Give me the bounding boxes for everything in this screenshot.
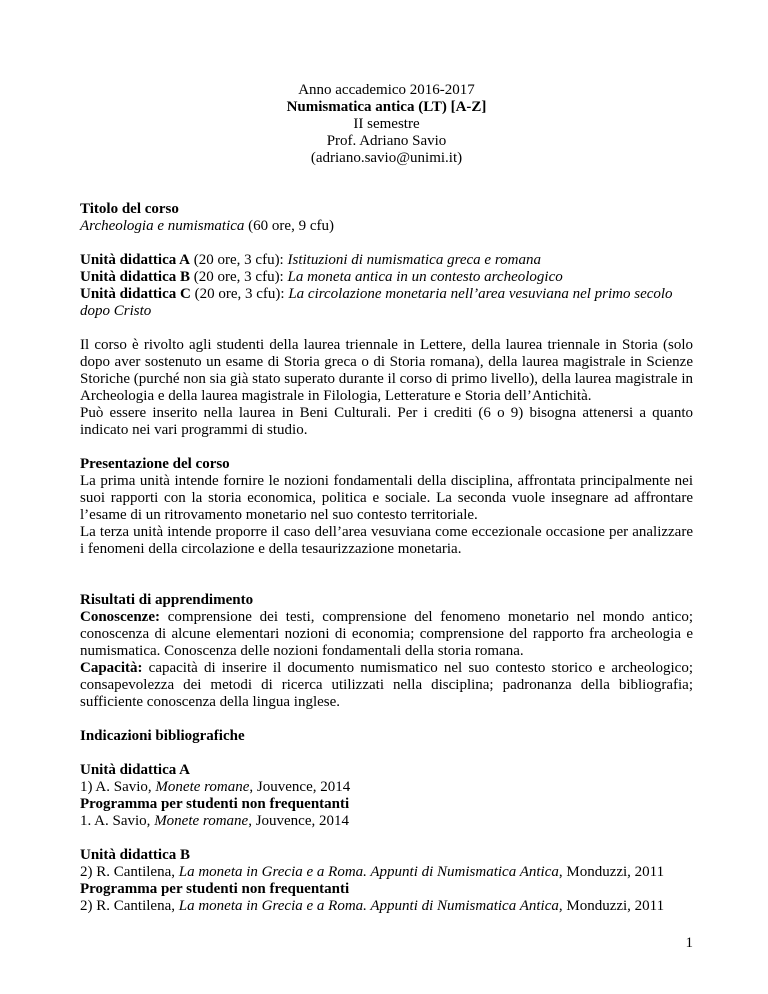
unit-line: Unità didattica B (20 ore, 3 cfu): La moneta antica in un contesto archeologico [80,269,563,285]
course-title-section [80,201,693,235]
bibliography-entry: 2) R. Cantilena, La moneta in Grecia e a Roma. Appunti di Numismatica Antica, Monduzzi, 2011 [80,898,665,914]
non-attending-heading: Programma per studenti non frequentanti [80,881,350,897]
page-number: 1 [685,935,693,951]
bibliography-entry: 1. A. Savio, Monete romane, Jouvence, 2014 [80,813,349,829]
skills-paragraph: Capacità: capacità di inserire il documento numismatico nel suo contesto storico e archeologico; consapevolezza dei metodi di ricerca utilizzati nella disciplina; padronanza della bibliografia; sufficiente conoscenza della lingua inglese. [80,660,693,710]
unit-heading: Unità didattica A [80,762,191,778]
section-heading: Risultati di apprendimento [80,592,254,608]
semester: II semestre [353,116,420,132]
units-list [80,252,693,320]
non-attending-heading: Programma per studenti non frequentanti [80,796,350,812]
intro-paragraph: Il corso è rivolto agli studenti della laurea triennale in Lettere, della laurea triennale in Storia (solo dopo aver sostenuto un esame di Storia greca o di Storia romana), della laurea magistrale in Scienze Storiche (purché non sia già stato superato durante il corso di primo livello), della laurea magistrale in Archeologia e della laurea magistrale in Filologia, Letterature e Storia dell’Antichità. [80,337,693,404]
presentation-paragraph: La prima unità intende fornire le nozioni fondamentali della disciplina, affrontata principalmente nei suoi rapporti con la storia economica, politica e sociale. La seconda vuole insegnare ad affrontare l’esame di un ritrovamento monetario nel suo contesto territoriale. [80,473,693,523]
bibliography-entry: 2) R. Cantilena, La moneta in Grecia e a Roma. Appunti di Numismatica Antica, Monduzzi, 2011 [80,864,665,880]
unit-heading: Unità didattica B [80,847,191,863]
document-header [80,82,693,167]
knowledge-paragraph: Conoscenze: comprensione dei testi, comprensione del fenomeno monetario nel mondo antico; conoscenza di alcune elementari nozioni di economia; comprensione del rapporto fra archeologia e numismatica. Conoscenza delle nozioni fondamentali della storia romana. [80,609,693,659]
professor-name: Prof. Adriano Savio [326,133,447,149]
unit-line: Unità didattica C (20 ore, 3 cfu): La circolazione monetaria nell’area vesuviana nel primo secolo dopo Cristo [80,286,673,319]
bibliography-unit-b [80,847,693,915]
section-heading: Presentazione del corso [80,456,230,472]
presentation-section [80,456,693,558]
section-heading: Indicazioni bibliografiche [80,728,245,744]
professor-email[interactable]: (adriano.savio@unimi.it) [310,150,463,166]
bibliography-section [80,728,693,915]
unit-line: Unità didattica A (20 ore, 3 cfu): Istituzioni di numismatica greca e romana [80,252,541,268]
presentation-paragraph: La terza unità intende proporre il caso dell’area vesuviana come eccezionale occasione per analizzare i fenomeni della circolazione e della tesaurizzazione monetaria. [80,524,693,557]
learning-outcomes-section [80,592,693,711]
section-heading: Titolo del corso [80,201,179,217]
course-title: Numismatica antica (LT) [A-Z] [286,99,487,115]
bibliography-unit-a [80,762,693,830]
document-page [80,82,693,915]
course-name: Archeologia e numismatica (60 ore, 9 cfu) [80,218,334,234]
bibliography-entry: 1) A. Savio, Monete romane, Jouvence, 2014 [80,779,351,795]
intro-paragraph: Può essere inserito nella laurea in Beni Culturali. Per i crediti (6 o 9) bisogna attenersi a quanto indicato nei vari programmi di studio. [80,405,693,438]
academic-year: Anno accademico 2016-2017 [298,82,475,98]
